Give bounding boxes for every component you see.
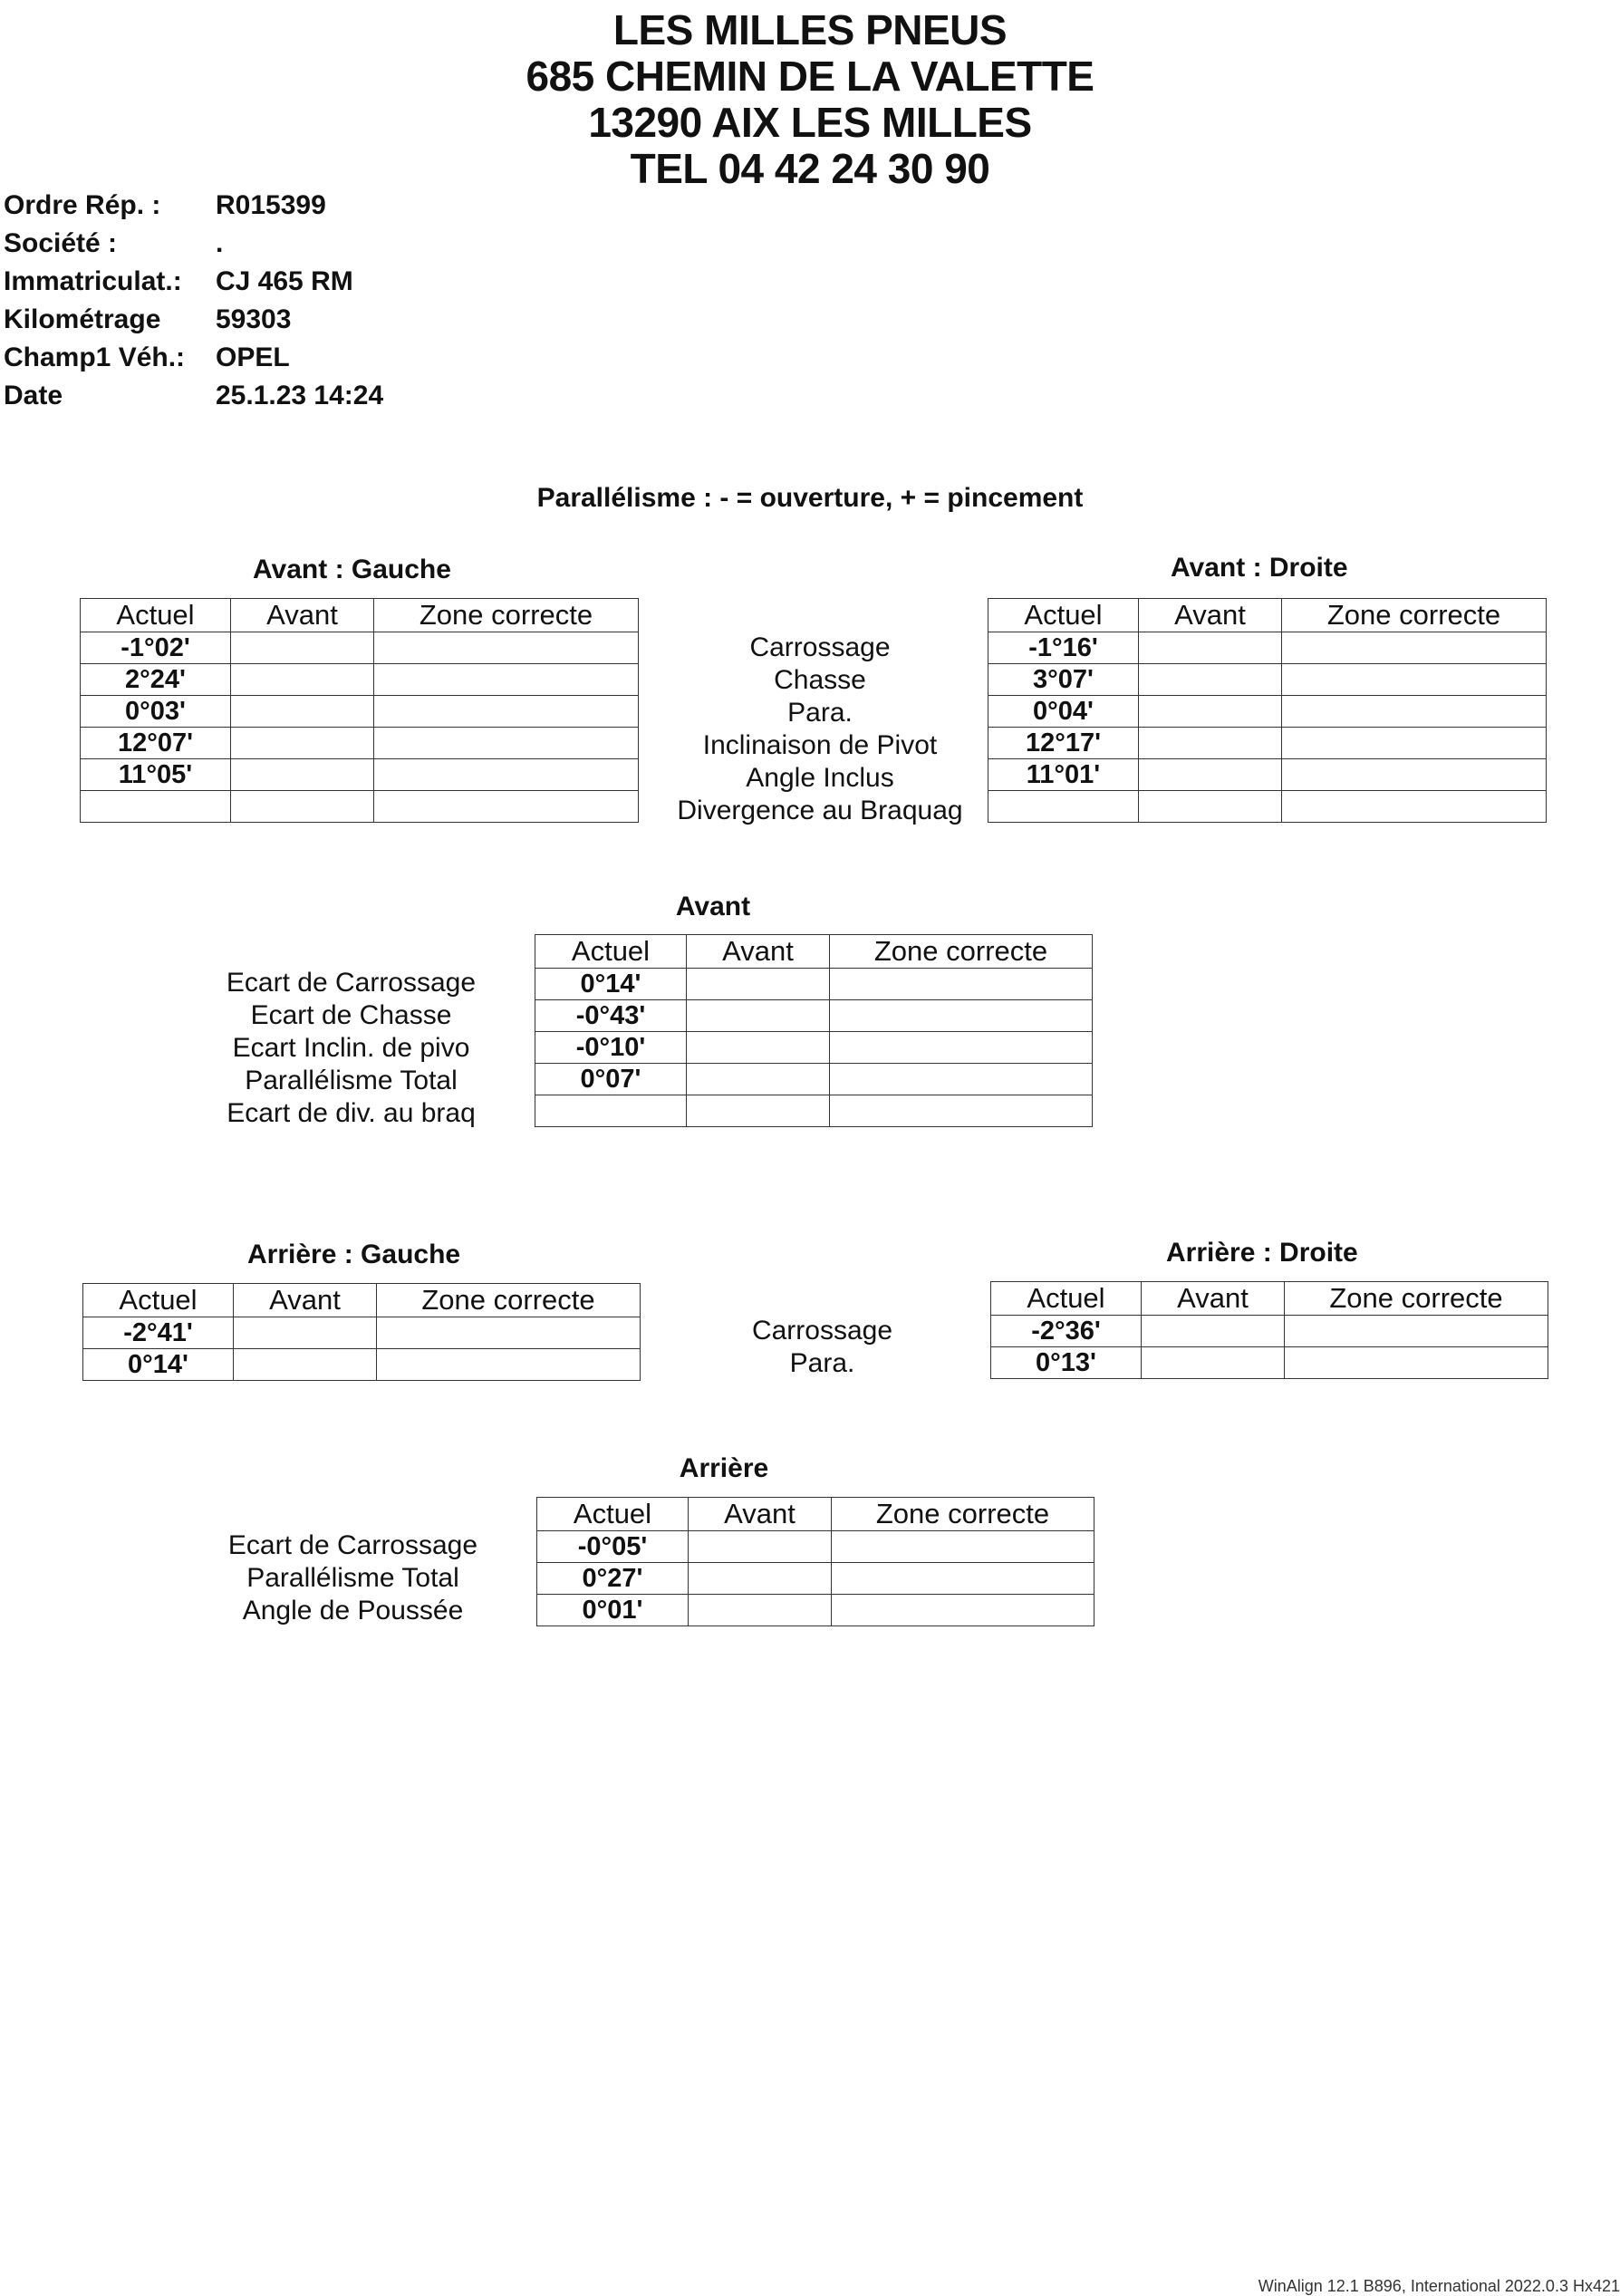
actual-value: 0°01'	[537, 1595, 689, 1626]
table-row	[988, 759, 1547, 791]
actual-value: -0°10'	[535, 1032, 687, 1064]
actual-value: 2°24'	[81, 664, 231, 696]
actual-value: 11°01'	[988, 759, 1139, 791]
col-header-range: Zone correcte	[377, 1284, 641, 1317]
front-axle-label: Ecart de Chasse	[250, 1000, 452, 1030]
before-cell	[1139, 759, 1282, 791]
info-value: R015399	[216, 190, 326, 220]
table-row	[535, 1000, 1093, 1032]
info-value: 59303	[216, 304, 292, 334]
range-cell	[377, 1317, 641, 1349]
actual-value: 0°14'	[535, 969, 687, 1000]
table-row	[991, 1347, 1548, 1379]
rear-axle-table	[536, 1497, 1094, 1626]
range-cell	[1282, 664, 1547, 696]
col-header-before: Avant	[1139, 599, 1282, 632]
table-row	[81, 759, 639, 791]
front-axle-label: Ecart de Carrossage	[226, 968, 477, 998]
actual-value: 0°03'	[81, 696, 231, 728]
actual-value: 12°17'	[988, 728, 1139, 759]
before-cell	[689, 1595, 832, 1626]
table-row	[83, 1349, 641, 1381]
range-cell	[830, 1095, 1093, 1127]
actual-value: 11°05'	[81, 759, 231, 791]
front-right-title: Avant : Droite	[1171, 553, 1348, 583]
rear-label: Para.	[789, 1348, 855, 1378]
range-cell	[1282, 728, 1547, 759]
rear-axle-label: Parallélisme Total	[246, 1563, 459, 1593]
front-axle-label: Ecart Inclin. de pivo	[232, 1033, 470, 1063]
before-cell	[689, 1563, 832, 1595]
front-label: Divergence au Braquag	[677, 796, 963, 825]
actual-value: 0°13'	[991, 1347, 1142, 1379]
before-cell	[234, 1317, 377, 1349]
range-cell	[830, 1064, 1093, 1095]
before-cell	[1139, 791, 1282, 823]
table-row	[988, 791, 1547, 823]
before-cell	[687, 969, 830, 1000]
actual-value: 3°07'	[988, 664, 1139, 696]
actual-value: -2°36'	[991, 1316, 1142, 1347]
software-footer: WinAlign 12.1 B896, International 2022.0.3 Hx421	[1258, 2277, 1620, 2295]
table-row	[535, 1032, 1093, 1064]
front-left-table	[80, 598, 639, 823]
actual-value	[988, 791, 1139, 823]
range-cell	[1282, 791, 1547, 823]
actual-value: 0°14'	[83, 1349, 234, 1381]
front-label: Angle Inclus	[746, 763, 894, 793]
front-right-table	[988, 598, 1547, 823]
before-cell	[234, 1349, 377, 1381]
front-axle-label: Ecart de div. au braq	[227, 1098, 476, 1128]
table-row	[81, 728, 639, 759]
col-header-actual: Actuel	[991, 1282, 1142, 1316]
before-cell	[1139, 728, 1282, 759]
before-cell	[231, 791, 374, 823]
range-cell	[374, 632, 639, 664]
shop-name: LES MILLES PNEUS	[612, 6, 1008, 53]
rear-left-title: Arrière : Gauche	[247, 1240, 461, 1269]
col-header-before: Avant	[234, 1284, 377, 1317]
before-cell	[687, 1095, 830, 1127]
rear-axle-title: Arrière	[679, 1453, 769, 1483]
info-label: Ordre Rép. :	[4, 190, 161, 220]
table-row	[537, 1595, 1094, 1626]
before-cell	[231, 632, 374, 664]
table-row	[535, 1095, 1093, 1127]
col-header-range: Zone correcte	[830, 935, 1093, 969]
table-row	[988, 632, 1547, 664]
col-header-before: Avant	[687, 935, 830, 969]
col-header-actual: Actuel	[81, 599, 231, 632]
col-header-before: Avant	[689, 1498, 832, 1531]
table-header-row	[83, 1284, 641, 1317]
front-axle-table	[535, 934, 1093, 1127]
front-labels	[652, 632, 988, 827]
range-cell	[1282, 696, 1547, 728]
rear-labels	[652, 1315, 992, 1380]
col-header-actual: Actuel	[537, 1498, 689, 1531]
table-row	[535, 969, 1093, 1000]
before-cell	[687, 1064, 830, 1095]
before-cell	[1139, 696, 1282, 728]
table-row	[988, 696, 1547, 728]
col-header-before: Avant	[231, 599, 374, 632]
rear-axle-label: Angle de Poussée	[242, 1596, 464, 1626]
before-cell	[231, 728, 374, 759]
table-header-row	[81, 599, 639, 632]
rear-axle-labels	[197, 1529, 509, 1627]
actual-value: 0°27'	[537, 1563, 689, 1595]
actual-value: 0°07'	[535, 1064, 687, 1095]
toe-legend: Parallélisme : - = ouverture, + = pincement	[536, 483, 1084, 513]
table-row	[988, 728, 1547, 759]
rear-right-table	[990, 1281, 1548, 1379]
info-label: Immatriculat.:	[4, 266, 182, 296]
actual-value: -0°05'	[537, 1531, 689, 1563]
shop-phone: TEL 04 42 24 30 90	[630, 145, 990, 192]
before-cell	[1142, 1347, 1285, 1379]
info-label: Date	[4, 381, 63, 410]
info-value: OPEL	[216, 342, 290, 372]
table-row	[81, 664, 639, 696]
info-value: CJ 465 RM	[216, 266, 353, 296]
actual-value	[535, 1095, 687, 1127]
range-cell	[1282, 759, 1547, 791]
table-row	[988, 664, 1547, 696]
range-cell	[374, 696, 639, 728]
range-cell	[377, 1349, 641, 1381]
table-row	[535, 1064, 1093, 1095]
actual-value	[81, 791, 231, 823]
col-header-actual: Actuel	[83, 1284, 234, 1317]
rear-label: Carrossage	[751, 1316, 893, 1346]
table-row	[81, 632, 639, 664]
range-cell	[832, 1563, 1094, 1595]
col-header-actual: Actuel	[988, 599, 1139, 632]
front-label: Carrossage	[749, 632, 891, 662]
before-cell	[1142, 1316, 1285, 1347]
rear-axle-label: Ecart de Carrossage	[227, 1530, 478, 1560]
front-label: Inclinaison de Pivot	[702, 730, 938, 760]
table-header-row	[988, 599, 1547, 632]
range-cell	[374, 728, 639, 759]
table-row	[537, 1563, 1094, 1595]
col-header-range: Zone correcte	[832, 1498, 1094, 1531]
before-cell	[1139, 632, 1282, 664]
front-label: Chasse	[774, 665, 866, 695]
rear-right-title: Arrière : Droite	[1166, 1238, 1358, 1268]
front-axle-labels	[195, 967, 507, 1130]
actual-value: 0°04'	[988, 696, 1139, 728]
front-left-title: Avant : Gauche	[253, 555, 451, 584]
table-header-row	[537, 1498, 1094, 1531]
range-cell	[830, 1000, 1093, 1032]
shop-header	[0, 7, 1620, 192]
front-label: Para.	[787, 698, 853, 728]
actual-value: -1°16'	[988, 632, 1139, 664]
range-cell	[374, 759, 639, 791]
shop-city: 13290 AIX LES MILLES	[588, 99, 1032, 146]
range-cell	[830, 969, 1093, 1000]
col-header-range: Zone correcte	[1285, 1282, 1548, 1316]
rear-left-table	[82, 1283, 641, 1381]
range-cell	[830, 1032, 1093, 1064]
info-value: 25.1.23 14:24	[216, 381, 384, 410]
before-cell	[231, 696, 374, 728]
actual-value: -2°41'	[83, 1317, 234, 1349]
before-cell	[1139, 664, 1282, 696]
before-cell	[231, 664, 374, 696]
range-cell	[832, 1531, 1094, 1563]
front-axle-title: Avant	[675, 892, 751, 921]
range-cell	[1285, 1316, 1548, 1347]
actual-value: -0°43'	[535, 1000, 687, 1032]
range-cell	[374, 791, 639, 823]
table-row	[83, 1317, 641, 1349]
col-header-before: Avant	[1142, 1282, 1285, 1316]
table-row	[81, 791, 639, 823]
info-label: Kilométrage	[4, 304, 161, 334]
table-header-row	[535, 935, 1093, 969]
before-cell	[687, 1000, 830, 1032]
range-cell	[1282, 632, 1547, 664]
table-row	[81, 696, 639, 728]
before-cell	[687, 1032, 830, 1064]
shop-street: 685 CHEMIN DE LA VALETTE	[526, 53, 1094, 100]
info-label: Société :	[4, 228, 118, 258]
before-cell	[689, 1531, 832, 1563]
table-header-row	[991, 1282, 1548, 1316]
info-label: Champ1 Véh.:	[4, 342, 186, 372]
table-row	[991, 1316, 1548, 1347]
before-cell	[231, 759, 374, 791]
actual-value: 12°07'	[81, 728, 231, 759]
col-header-range: Zone correcte	[1282, 599, 1547, 632]
range-cell	[1285, 1347, 1548, 1379]
front-axle-label: Parallélisme Total	[245, 1066, 458, 1095]
range-cell	[374, 664, 639, 696]
info-value: .	[216, 228, 224, 258]
col-header-range: Zone correcte	[374, 599, 639, 632]
actual-value: -1°02'	[81, 632, 231, 664]
table-row	[537, 1531, 1094, 1563]
col-header-actual: Actuel	[535, 935, 687, 969]
range-cell	[832, 1595, 1094, 1626]
